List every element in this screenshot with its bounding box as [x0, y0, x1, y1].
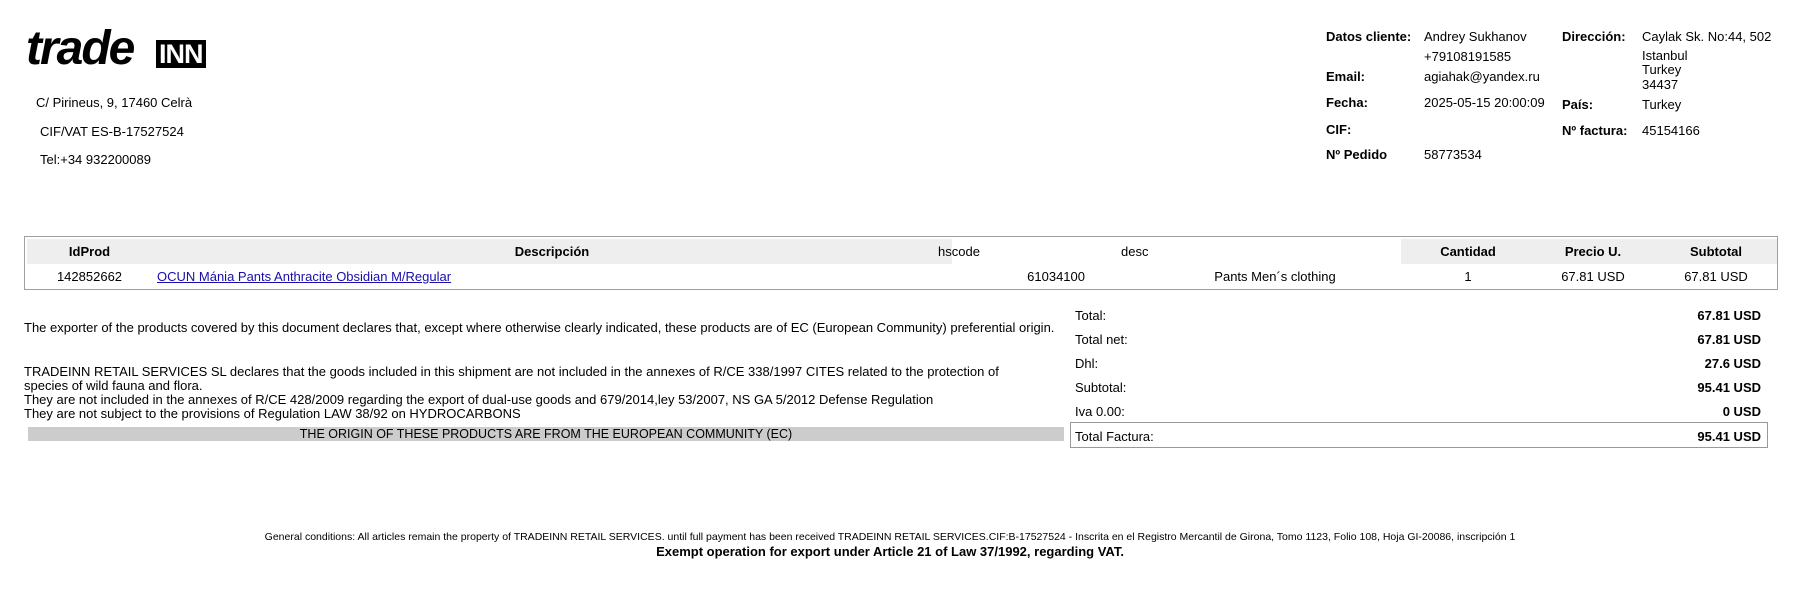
header-cantidad: Cantidad [1440, 244, 1496, 259]
pedido-value: 58773534 [1424, 147, 1482, 162]
declaration-origin: The exporter of the products covered by this document declares that, except where otherwise clearly indicated, these products are of EC (European Community) preferential origin. [24, 320, 1055, 335]
row-hscode: 61034100 [1027, 269, 1085, 284]
total-factura-label: Total Factura: [1075, 429, 1154, 444]
general-conditions: General conditions: All articles remain the property of TRADEINN RETAIL SERVICES. until full payment has been received TRADEINN RETAIL SERVICES.CIF:B-17527524 - Inscrita en el Registro Mercantil de Girona, Tomo 1123, Folio 108, Hoja GI-20086, inscripción 1 [264, 531, 1516, 543]
total-net-label: Total net: [1075, 332, 1128, 347]
address-line4: 34437 [1642, 77, 1679, 92]
address-line2: Istanbul [1642, 48, 1688, 63]
product-link[interactable]: OCUN Mánia Pants Anthracite Obsidian M/Regular [157, 269, 452, 284]
address-line1: Caylak Sk. No:44, 502 [1642, 29, 1772, 44]
pais-value: Turkey [1642, 97, 1682, 112]
subtotal-value: 95.41 USD [1697, 380, 1761, 395]
customer-email: agiahak@yandex.ru [1424, 69, 1540, 84]
declaration-dual-use: They are not included in the annexes of R/CE 428/2009 regarding the export of dual-use goods and 679/2014,ley 53/2007, NS GA 5/2012 Defense Regulation [24, 392, 934, 407]
dhl-label: Dhl: [1075, 356, 1099, 371]
vat-exempt-note: Exempt operation for export under Article 21 of Law 37/1992, regarding VAT. [656, 544, 1124, 559]
row-subtotal: 67.81 USD [1684, 269, 1748, 284]
iva-label: Iva 0.00: [1075, 404, 1125, 419]
fecha-value: 2025-05-15 20:00:09 [1424, 95, 1545, 110]
datos-cliente-label: Datos cliente: [1326, 29, 1412, 44]
declaration-cites: TRADEINN RETAIL SERVICES SL declares that the goods included in this shipment are not included in the annexes of R/CE 338/1997 CITES related to the protection of species of wild fauna and flora. [24, 364, 999, 393]
cif-label: CIF: [1326, 122, 1352, 137]
factura-value: 45154166 [1642, 123, 1700, 138]
address-line3: Turkey [1642, 62, 1682, 77]
row-cantidad: 1 [1464, 269, 1472, 284]
declaration-hydrocarbons: They are not subject to the provisions of Regulation LAW 38/92 on HYDROCARBONS [24, 406, 521, 421]
customer-name: Andrey Sukhanov [1424, 29, 1527, 44]
logo-inn-text: INN [156, 40, 206, 68]
direccion-label: Dirección: [1562, 29, 1626, 44]
origin-banner: THE ORIGIN OF THESE PRODUCTS ARE FROM THE EUROPEAN COMMUNITY (EC) [28, 427, 1064, 441]
logo-trade-text: trade [26, 22, 134, 75]
pais-label: País: [1562, 97, 1594, 112]
total-net-value: 67.81 USD [1697, 332, 1761, 347]
header-idprod: IdProd [27, 239, 152, 264]
items-table [24, 236, 1778, 290]
total-factura-box [1070, 422, 1768, 448]
dhl-value: 27.6 USD [1704, 356, 1761, 371]
customer-phone: +79108191585 [1424, 49, 1512, 64]
header-hscode: hscode [938, 244, 980, 259]
subtotal-label: Subtotal: [1075, 380, 1127, 395]
total-factura-value: 95.41 USD [1697, 429, 1761, 444]
row-desc: Pants Men´s clothing [1214, 269, 1336, 284]
factura-label: Nº factura: [1562, 123, 1628, 138]
total-label: Total: [1075, 308, 1107, 323]
header-precio: Precio U. [1564, 244, 1622, 259]
total-value: 67.81 USD [1697, 308, 1761, 323]
header-desc: desc [1121, 244, 1149, 259]
pedido-label: Nº Pedido [1326, 147, 1388, 162]
header-descripcion: Descripción [152, 239, 952, 264]
row-idprod: 142852662 [56, 269, 123, 284]
iva-value: 0 USD [1722, 404, 1761, 419]
company-cif: CIF/VAT ES-B-17527524 [40, 124, 184, 139]
row-descripcion[interactable] [157, 265, 917, 289]
tradeinn-logo [26, 24, 226, 84]
email-label: Email: [1326, 69, 1366, 84]
company-address: C/ Pirineus, 9, 17460 Celrà [36, 95, 193, 110]
header-subtotal: Subtotal [1690, 244, 1742, 259]
row-precio: 67.81 USD [1561, 269, 1625, 284]
company-tel: Tel:+34 932200089 [40, 152, 151, 167]
fecha-label: Fecha: [1326, 95, 1368, 110]
